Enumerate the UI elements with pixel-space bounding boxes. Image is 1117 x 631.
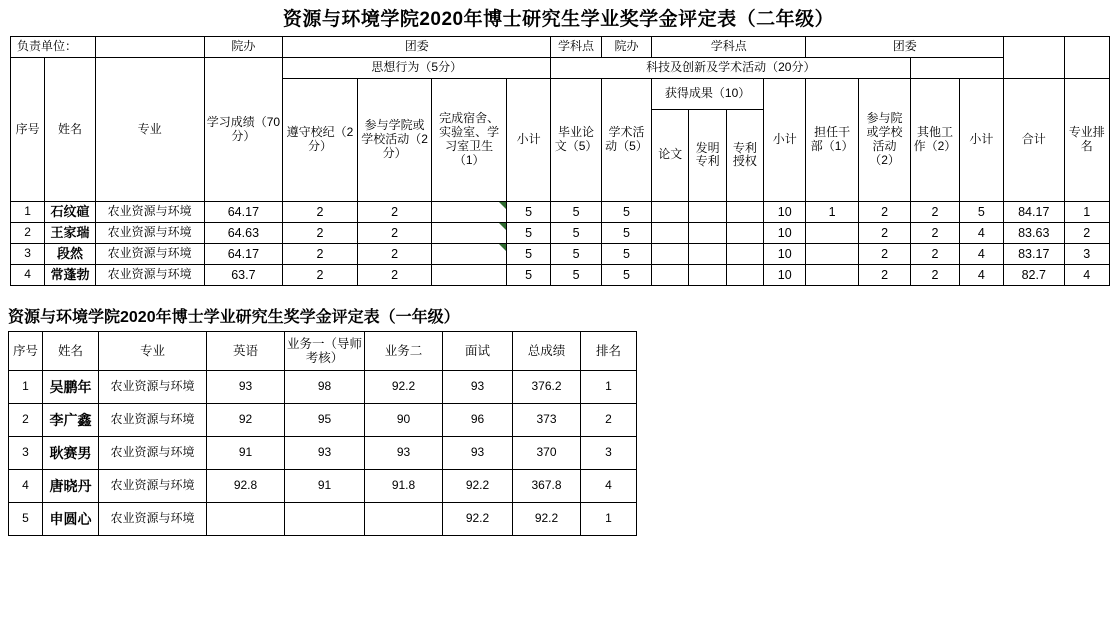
- cell2-yewu1: 98: [285, 371, 365, 404]
- cell-xiaoji3: 4: [959, 244, 1003, 265]
- cell-lunwen: [652, 223, 689, 244]
- cell2-paiming: 2: [581, 404, 637, 437]
- header2-xuhao: 序号: [9, 332, 43, 371]
- header-lunwen: 论文: [652, 109, 689, 201]
- cell-zhuanye: 农业资源与环境: [95, 265, 204, 286]
- cell2-mianshi: 96: [443, 404, 513, 437]
- header-xiaoji-2: 小计: [764, 79, 806, 202]
- cell-xiaoji2: 10: [764, 223, 806, 244]
- header2-xingming: 姓名: [43, 332, 99, 371]
- table-row: [11, 202, 1110, 223]
- cell-faming: [689, 223, 726, 244]
- cell2-yewu2: 92.2: [365, 371, 443, 404]
- cell-heji: 82.7: [1004, 265, 1064, 286]
- cell2-paiming: 4: [581, 470, 637, 503]
- header-zhuanyepaiming: 专业排名: [1064, 79, 1110, 202]
- cell2-mianshi: 92.2: [443, 470, 513, 503]
- header2-zhuanye: 专业: [99, 332, 207, 371]
- header-tuanwei-1: 团委: [283, 37, 551, 58]
- cell-xueshu: 5: [601, 202, 651, 223]
- cell-canyu2: 2: [858, 223, 910, 244]
- cell2-yewu1: [285, 503, 365, 536]
- cell2-xuhao: 4: [9, 470, 43, 503]
- cell-faming: [689, 244, 726, 265]
- header-wanchengweisheng: 完成宿舍、实验室、学习室卫生（1）: [432, 79, 507, 202]
- cell-danren: [806, 244, 858, 265]
- table-row: [9, 503, 637, 536]
- cell2-paiming: 1: [581, 503, 637, 536]
- cell-xuexichengji: 64.17: [204, 244, 283, 265]
- cell-canyu1: 2: [357, 223, 432, 244]
- cell-biye: 5: [551, 223, 601, 244]
- cell2-yingyu: 92.8: [207, 470, 285, 503]
- cell2-xuhao: 2: [9, 404, 43, 437]
- header-heji: 合计: [1004, 79, 1064, 202]
- cell2-zongchengji: 376.2: [513, 371, 581, 404]
- cell-zunshou: 2: [283, 265, 358, 286]
- table-row: [9, 404, 637, 437]
- cell-heji: 83.17: [1004, 244, 1064, 265]
- cell-faming: [689, 265, 726, 286]
- table-row: [9, 371, 637, 404]
- cell-xiaoji2: 10: [764, 244, 806, 265]
- table-row: [11, 244, 1110, 265]
- cell2-zongchengji: 92.2: [513, 503, 581, 536]
- header2-yewu2: 业务二: [365, 332, 443, 371]
- cell2-yewu1: 93: [285, 437, 365, 470]
- cell-paiming: 3: [1064, 244, 1110, 265]
- cell2-xingming: 申圆心: [43, 503, 99, 536]
- header-sixingxingwei: 思想行为（5分）: [283, 58, 551, 79]
- cell2-zongchengji: 373: [513, 404, 581, 437]
- cell-xueshu: 5: [601, 265, 651, 286]
- cell-lunwen: [652, 202, 689, 223]
- cell-xuhao: 4: [11, 265, 45, 286]
- table2-header-row: [9, 332, 637, 371]
- header-yuanban-2: 院办: [601, 37, 651, 58]
- cell-wancheng: [432, 244, 507, 265]
- cell2-xingming: 吴鹏年: [43, 371, 99, 404]
- header2-yingyu: 英语: [207, 332, 285, 371]
- scholarship-table-year1: [8, 331, 637, 536]
- cell-xuhao: 1: [11, 202, 45, 223]
- header-tuanwei-group-blank: [911, 58, 1110, 79]
- cell2-zhuanye: 农业资源与环境: [99, 470, 207, 503]
- header2-yewu1: 业务一（导师考核）: [285, 332, 365, 371]
- cell-xueshu: 5: [601, 244, 651, 265]
- cell2-mianshi: 93: [443, 371, 513, 404]
- cell2-paiming: 3: [581, 437, 637, 470]
- cell-biye: 5: [551, 244, 601, 265]
- cell2-zhuanye: 农业资源与环境: [99, 404, 207, 437]
- cell2-yewu1: 91: [285, 470, 365, 503]
- header-blank: [95, 37, 204, 58]
- header-xuekedian-1: 学科点: [551, 37, 601, 58]
- cell2-yingyu: 91: [207, 437, 285, 470]
- cell-heji: 83.63: [1004, 223, 1064, 244]
- cell-xiaoji2: 10: [764, 202, 806, 223]
- cell-canyu2: 2: [858, 244, 910, 265]
- cell-paiming: 2: [1064, 223, 1110, 244]
- page-title: 资源与环境学院2020年博士研究生学业奖学金评定表（二年级）: [282, 9, 835, 30]
- cell-xiaoji3: 4: [959, 265, 1003, 286]
- cell-qita: 2: [911, 265, 959, 286]
- cell-biye: 5: [551, 202, 601, 223]
- header-xuekedian-2: 学科点: [652, 37, 806, 58]
- cell-xiaoji1: 5: [506, 244, 550, 265]
- cell-canyu1: 2: [357, 202, 432, 223]
- header-kejichuangxin: 科技及创新及学术活动（20分）: [551, 58, 911, 79]
- cell2-zhuanye: 农业资源与环境: [99, 437, 207, 470]
- cell2-zongchengji: 370: [513, 437, 581, 470]
- cell-xingming: 段然: [45, 244, 95, 265]
- header2-mianshi: 面试: [443, 332, 513, 371]
- cell-xuexichengji: 63.7: [204, 265, 283, 286]
- cell-canyu1: 2: [357, 244, 432, 265]
- header-xuhao: 序号: [11, 58, 45, 202]
- cell-zunshou: 2: [283, 244, 358, 265]
- table-row: [9, 470, 637, 503]
- cell2-yewu2: 93: [365, 437, 443, 470]
- cell2-yewu1: 95: [285, 404, 365, 437]
- cell-xingming: 常蓬勃: [45, 265, 95, 286]
- header-danrenganbu: 担任干部（1）: [806, 79, 858, 202]
- table-row: [11, 223, 1110, 244]
- header-unit-label: 负责单位：: [11, 37, 96, 58]
- cell2-yewu2: 90: [365, 404, 443, 437]
- cell2-paiming: 1: [581, 371, 637, 404]
- header-xiaoji-3: 小计: [959, 79, 1003, 202]
- cell2-xingming: 耿赛男: [43, 437, 99, 470]
- section-title-year1: 资源与环境学院2020年博士学业研究生奖学金评定表（一年级）: [8, 309, 460, 326]
- cell-xuhao: 2: [11, 223, 45, 244]
- cell-xuexichengji: 64.63: [204, 223, 283, 244]
- cell2-yewu2: [365, 503, 443, 536]
- cell-heji: 84.17: [1004, 202, 1064, 223]
- cell-zhuanli: [726, 265, 763, 286]
- cell-danren: [806, 223, 858, 244]
- header-zhuanlishouquan: 专利授权: [726, 109, 763, 201]
- cell-paiming: 1: [1064, 202, 1110, 223]
- cell-zhuanli: [726, 223, 763, 244]
- cell-lunwen: [652, 265, 689, 286]
- cell2-yingyu: 93: [207, 371, 285, 404]
- header2-paiming: 排名: [581, 332, 637, 371]
- header-xueshuhuodong: 学术活动（5）: [601, 79, 651, 202]
- cell-xiaoji3: 5: [959, 202, 1003, 223]
- cell2-mianshi: 92.2: [443, 503, 513, 536]
- cell-canyu1: 2: [357, 265, 432, 286]
- header-biyelunwen: 毕业论文（5）: [551, 79, 601, 202]
- cell-zhuanli: [726, 244, 763, 265]
- scholarship-table-year2: [10, 36, 1110, 286]
- cell-wancheng: [432, 223, 507, 244]
- header-canyuhuodong-1: 参与学院或学校活动（2分）: [357, 79, 432, 202]
- cell2-yewu2: 91.8: [365, 470, 443, 503]
- table-header-row-groups: [11, 58, 1110, 79]
- table-row: [9, 437, 637, 470]
- table-row: [11, 265, 1110, 286]
- cell-wancheng: [432, 265, 507, 286]
- cell-danren: [806, 265, 858, 286]
- header-zunshouxiaoji: 遵守校纪（2分）: [283, 79, 358, 202]
- header-xiaoji-1: 小计: [506, 79, 550, 202]
- cell-biye: 5: [551, 265, 601, 286]
- cell-xiaoji1: 5: [506, 223, 550, 244]
- cell-faming: [689, 202, 726, 223]
- cell-qita: 2: [911, 244, 959, 265]
- cell-xiaoji1: 5: [506, 265, 550, 286]
- cell-zhuanye: 农业资源与环境: [95, 244, 204, 265]
- cell2-xuhao: 3: [9, 437, 43, 470]
- cell2-yingyu: 92: [207, 404, 285, 437]
- cell2-yingyu: [207, 503, 285, 536]
- cell2-zhuanye: 农业资源与环境: [99, 371, 207, 404]
- cell-xingming: 王家瑞: [45, 223, 95, 244]
- header-famingzhuanli: 发明专利: [689, 109, 726, 201]
- cell-xingming: 石纹碹: [45, 202, 95, 223]
- header2-zongchengji: 总成绩: [513, 332, 581, 371]
- cell-canyu2: 2: [858, 265, 910, 286]
- cell-wancheng: [432, 202, 507, 223]
- cell2-mianshi: 93: [443, 437, 513, 470]
- header-xuexichengji: 学习成绩（70分）: [204, 58, 283, 202]
- cell-danren: 1: [806, 202, 858, 223]
- table-header-row-units: [11, 37, 1110, 58]
- cell2-xuhao: 5: [9, 503, 43, 536]
- cell-zhuanye: 农业资源与环境: [95, 202, 204, 223]
- header-yuanban-1: 院办: [204, 37, 283, 58]
- cell-qita: 2: [911, 223, 959, 244]
- header-qitagongzuo: 其他工作（2）: [911, 79, 959, 202]
- cell-zunshou: 2: [283, 223, 358, 244]
- cell-paiming: 4: [1064, 265, 1110, 286]
- cell2-xingming: 唐晓丹: [43, 470, 99, 503]
- cell2-xingming: 李广鑫: [43, 404, 99, 437]
- header-canyuhuodong-2: 参与院或学校活动（2）: [858, 79, 910, 202]
- header-xingming: 姓名: [45, 58, 95, 202]
- cell-zhuanye: 农业资源与环境: [95, 223, 204, 244]
- cell-canyu2: 2: [858, 202, 910, 223]
- cell-lunwen: [652, 244, 689, 265]
- cell-xuhao: 3: [11, 244, 45, 265]
- cell-xuexichengji: 64.17: [204, 202, 283, 223]
- cell-xiaoji3: 4: [959, 223, 1003, 244]
- cell2-zongchengji: 367.8: [513, 470, 581, 503]
- cell-xiaoji2: 10: [764, 265, 806, 286]
- header-huodechengguo: 获得成果（10）: [652, 79, 764, 110]
- cell-xiaoji1: 5: [506, 202, 550, 223]
- cell-zunshou: 2: [283, 202, 358, 223]
- header-tuanwei-2: 团委: [806, 37, 1004, 58]
- cell2-xuhao: 1: [9, 371, 43, 404]
- cell-xueshu: 5: [601, 223, 651, 244]
- cell-qita: 2: [911, 202, 959, 223]
- header-zhuanye: 专业: [95, 58, 204, 202]
- cell-zhuanli: [726, 202, 763, 223]
- cell2-zhuanye: 农业资源与环境: [99, 503, 207, 536]
